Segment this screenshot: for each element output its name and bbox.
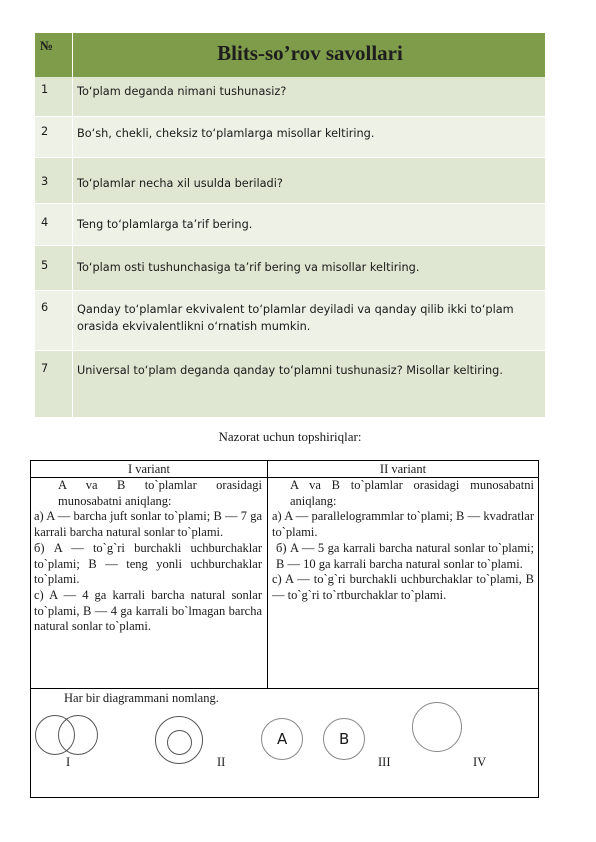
question-row (35, 77, 545, 116)
diagram-2-inner-circle (167, 730, 192, 755)
row-divider (35, 157, 545, 158)
diagram-1-label: I (66, 755, 71, 769)
row-divider (35, 116, 545, 117)
blits-title: Blits-so’rov savollari (217, 41, 403, 65)
row-divider (35, 203, 545, 204)
question-text: Universal to‘plam deganda qanday to‘plamni tushunasiz? Misollar keltiring. (77, 364, 503, 377)
column-divider (267, 461, 268, 689)
diagram-instruction: Har bir diagrammani nomlang. (64, 691, 219, 705)
variant-2-header: II variant (379, 462, 427, 476)
blits-header (35, 33, 545, 77)
row-divider (31, 688, 538, 689)
diagram-3-label: III (378, 755, 391, 769)
variant-1-item-b: б) A — to`g`ri burchakli uchburchaklar to`plami; B — teng yonli uchburchaklar to`plami. (34, 540, 262, 587)
question-text: To‘plamlar necha xil usulda beriladi? (77, 177, 283, 190)
question-text: Bo‘sh, chekli, cheksiz to‘plamlarga misollar keltiring. (77, 127, 375, 140)
question-row (35, 350, 545, 417)
variant-1-item-c: c) A — 4 ga karrali barcha natural sonlar to`plami, B — 4 ga karrali bo`lmagan barcha natural sonlar to`plami. (34, 587, 262, 634)
column-divider (72, 33, 73, 417)
variant-2-item-b: б) A — 5 ga karrali barcha natural sonlar to`plami; B — 10 ga karrali barcha natural sonlar to`plami. (276, 540, 534, 571)
variants-header (31, 461, 538, 478)
blits-table (35, 33, 545, 417)
question-number: 3 (41, 175, 49, 188)
variant-2-instruction: A va B to`plamlar orasidagi munosabatni aniqlang: (290, 478, 534, 508)
question-row (35, 116, 545, 157)
variant-1-cell (34, 478, 262, 635)
question-text: To‘plam osti tushunchasiga ta’rif bering va misollar keltiring. (77, 261, 420, 274)
question-number: 5 (41, 259, 49, 272)
row-divider (35, 350, 545, 351)
diagram-2-label: II (217, 755, 226, 769)
question-number: 7 (41, 362, 49, 375)
question-text: To‘plam deganda nimani tushunasiz? (77, 85, 287, 98)
tasks-caption: Nazorat uchun topshiriqlar: (218, 429, 362, 444)
variant-1-instruction: A va B to`plamlar orasidagi munosabatni aniqlang: (58, 478, 262, 508)
question-text: Teng to‘plamlarga ta’rif bering. (77, 218, 253, 231)
question-row (35, 290, 545, 350)
question-text: Qanday to‘plamlar ekvivalent to‘plamlar deyiladi va qanday qilib ikki to‘plam orasida ekvivalentlikni o‘rnatish mumkin. (77, 303, 514, 333)
set-a-label: A (277, 730, 288, 748)
question-number: 2 (41, 125, 49, 138)
question-row (35, 245, 545, 290)
variant-2-cell (272, 478, 534, 604)
set-b-label: B (339, 730, 350, 748)
diagram-1-circle-b (58, 715, 98, 755)
variant-1-item-a: a) A — barcha juft sonlar to`plami; B — 7 ga karrali barcha natural sonlar to`plami. (34, 509, 262, 540)
row-divider (35, 245, 545, 246)
question-number: 1 (41, 83, 49, 96)
number-column-header: № (40, 38, 54, 53)
variant-2-item-a: a) A — parallelogrammlar to`plami; B — kvadratlar to`plami. (272, 509, 534, 540)
question-number: 6 (41, 301, 49, 314)
question-row (35, 203, 545, 245)
question-number: 4 (41, 216, 49, 229)
diagram-4-label: IV (473, 755, 487, 769)
diagram-4-circle (412, 702, 462, 752)
variant-1-header: I variant (128, 462, 170, 476)
variants-table (30, 460, 539, 798)
variant-2-item-c: c) A — to`g`ri burchakli uchburchaklar to`plami, B — to`g`ri to`rtburchaklar to`plami. (272, 572, 534, 602)
row-divider (35, 290, 545, 291)
question-row (35, 157, 545, 203)
